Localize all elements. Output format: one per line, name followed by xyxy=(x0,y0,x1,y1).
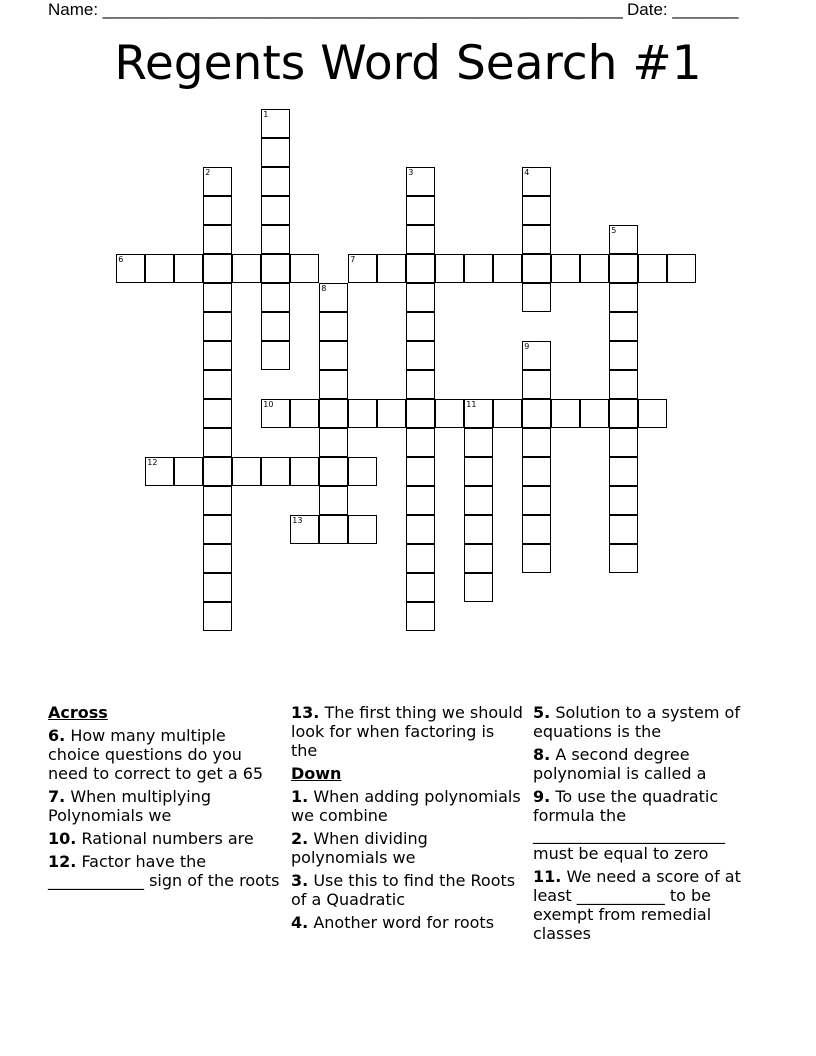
grid-cell[interactable] xyxy=(522,254,551,283)
grid-cell[interactable] xyxy=(464,573,493,602)
grid-cell[interactable] xyxy=(261,254,290,283)
grid-cell[interactable] xyxy=(406,312,435,341)
grid-cell[interactable] xyxy=(406,428,435,457)
grid-cell[interactable] xyxy=(348,254,377,283)
grid-cell[interactable] xyxy=(609,428,638,457)
clue-down-11: 11. We need a score of at least ___________ to be exempt from remedial classes xyxy=(533,867,741,943)
grid-cell[interactable] xyxy=(406,515,435,544)
grid-cell[interactable] xyxy=(377,254,406,283)
grid-cell[interactable] xyxy=(522,457,551,486)
grid-cell[interactable] xyxy=(522,428,551,457)
page-title: Regents Word Search #1 xyxy=(114,36,702,91)
grid-cell[interactable] xyxy=(203,370,232,399)
grid-cell[interactable] xyxy=(261,109,290,138)
clues-column-2 xyxy=(291,703,523,936)
grid-cell[interactable] xyxy=(174,457,203,486)
grid-cell[interactable] xyxy=(609,254,638,283)
grid-cell[interactable] xyxy=(609,515,638,544)
grid-cell[interactable] xyxy=(638,399,667,428)
grid-cell[interactable] xyxy=(406,544,435,573)
grid-cell[interactable] xyxy=(522,341,551,370)
grid-cell[interactable] xyxy=(203,544,232,573)
grid-cell[interactable] xyxy=(290,254,319,283)
grid-cell[interactable] xyxy=(464,457,493,486)
grid-cell[interactable] xyxy=(261,457,290,486)
grid-cell[interactable] xyxy=(261,312,290,341)
grid-cell[interactable] xyxy=(232,457,261,486)
clue-down-9: 9. To use the quadratic formula the ________________________ must be equal to zero xyxy=(533,787,725,863)
cell-number: 13 xyxy=(292,516,303,526)
grid-cell[interactable] xyxy=(464,486,493,515)
grid-cell[interactable] xyxy=(290,399,319,428)
grid-cell[interactable] xyxy=(290,457,319,486)
cell-number: 7 xyxy=(350,255,356,265)
grid-cell[interactable] xyxy=(609,370,638,399)
grid-cell[interactable] xyxy=(203,399,232,428)
clue-across-13: 13. The first thing we should look for when factoring is the xyxy=(291,703,523,760)
grid-cell[interactable] xyxy=(319,283,348,312)
grid-cell[interactable] xyxy=(261,196,290,225)
grid-cell[interactable] xyxy=(232,254,261,283)
grid-cell[interactable] xyxy=(261,138,290,167)
grid-cell[interactable] xyxy=(261,341,290,370)
clues-column-3 xyxy=(533,703,769,947)
cell-number: 8 xyxy=(321,284,327,294)
grid-cell[interactable] xyxy=(406,486,435,515)
grid-cell[interactable] xyxy=(406,399,435,428)
grid-cell[interactable] xyxy=(406,254,435,283)
grid-cell[interactable] xyxy=(116,254,145,283)
grid-cell[interactable] xyxy=(406,167,435,196)
grid-cell[interactable] xyxy=(406,225,435,254)
cell-number: 9 xyxy=(524,342,530,352)
grid-cell[interactable] xyxy=(203,515,232,544)
grid-cell[interactable] xyxy=(145,457,174,486)
cell-number: 12 xyxy=(147,458,158,468)
cell-number: 6 xyxy=(118,255,124,265)
grid-cell[interactable] xyxy=(464,544,493,573)
grid-cell[interactable] xyxy=(609,457,638,486)
grid-cell[interactable] xyxy=(580,399,609,428)
grid-cell[interactable] xyxy=(406,370,435,399)
clue-down-5: 5. Solution to a system of equations is the xyxy=(533,703,740,741)
grid-cell[interactable] xyxy=(406,196,435,225)
across-heading: Across xyxy=(48,703,108,722)
grid-cell[interactable] xyxy=(609,225,638,254)
grid-cell[interactable] xyxy=(406,283,435,312)
cell-number: 3 xyxy=(408,168,414,178)
grid-cell[interactable] xyxy=(174,254,203,283)
grid-cell[interactable] xyxy=(522,515,551,544)
grid-cell[interactable] xyxy=(203,486,232,515)
grid-cell[interactable] xyxy=(203,312,232,341)
grid-cell[interactable] xyxy=(203,167,232,196)
clue-across-6: 6. How many multiple choice questions do you need to correct to get a 65 xyxy=(48,726,264,783)
grid-cell[interactable] xyxy=(203,283,232,312)
grid-cell[interactable] xyxy=(522,167,551,196)
cell-number: 4 xyxy=(524,168,530,178)
grid-cell[interactable] xyxy=(319,515,348,544)
grid-cell[interactable] xyxy=(493,399,522,428)
grid-cell[interactable] xyxy=(203,428,232,457)
grid-cell[interactable] xyxy=(522,225,551,254)
grid-cell[interactable] xyxy=(290,515,319,544)
grid-cell[interactable] xyxy=(319,486,348,515)
grid-cell[interactable] xyxy=(609,399,638,428)
grid-cell[interactable] xyxy=(145,254,174,283)
grid-cell[interactable] xyxy=(580,254,609,283)
clues-column-1 xyxy=(48,703,280,894)
grid-cell[interactable] xyxy=(261,399,290,428)
grid-cell[interactable] xyxy=(493,254,522,283)
grid-cell[interactable] xyxy=(435,254,464,283)
grid-cell[interactable] xyxy=(522,544,551,573)
grid-cell[interactable] xyxy=(406,602,435,631)
clue-down-3: 3. Use this to find the Roots of a Quadratic xyxy=(291,871,516,909)
grid-cell[interactable] xyxy=(319,341,348,370)
grid-cell[interactable] xyxy=(319,399,348,428)
clue-down-4: 4. Another word for roots xyxy=(291,913,495,932)
grid-cell[interactable] xyxy=(319,370,348,399)
grid-cell[interactable] xyxy=(406,341,435,370)
grid-cell[interactable] xyxy=(203,457,232,486)
grid-cell[interactable] xyxy=(522,370,551,399)
grid-cell[interactable] xyxy=(551,399,580,428)
grid-cell[interactable] xyxy=(522,283,551,312)
grid-cell[interactable] xyxy=(203,225,232,254)
grid-cell[interactable] xyxy=(609,486,638,515)
name-field[interactable]: Name: _______________________________________________________ xyxy=(48,0,623,19)
grid-cell[interactable] xyxy=(319,457,348,486)
grid-cell[interactable] xyxy=(522,196,551,225)
clue-across-7: 7. When multiplying Polynomials we xyxy=(48,787,212,825)
grid-cell[interactable] xyxy=(464,399,493,428)
grid-cell[interactable] xyxy=(667,254,696,283)
grid-cell[interactable] xyxy=(261,167,290,196)
grid-cell[interactable] xyxy=(377,399,406,428)
grid-cell[interactable] xyxy=(319,428,348,457)
cell-number: 11 xyxy=(466,400,477,410)
grid-cell[interactable] xyxy=(609,341,638,370)
grid-cell[interactable] xyxy=(464,428,493,457)
grid-cell[interactable] xyxy=(203,341,232,370)
grid-cell[interactable] xyxy=(348,515,377,544)
clue-across-12: 12. Factor have the ____________ sign of the roots xyxy=(48,852,280,890)
grid-cell[interactable] xyxy=(464,515,493,544)
clue-across-10: 10. Rational numbers are xyxy=(48,829,254,848)
grid-cell[interactable] xyxy=(464,254,493,283)
grid-cell[interactable] xyxy=(348,399,377,428)
grid-cell[interactable] xyxy=(406,457,435,486)
grid-cell[interactable] xyxy=(406,573,435,602)
grid-cell[interactable] xyxy=(203,602,232,631)
grid-cell[interactable] xyxy=(522,399,551,428)
clue-down-1: 1. When adding polynomials we combine xyxy=(291,787,521,825)
down-heading: Down xyxy=(291,764,342,783)
clue-down-2: 2. When dividing polynomials we xyxy=(291,829,428,867)
cell-number: 10 xyxy=(263,400,274,410)
grid-cell[interactable] xyxy=(609,283,638,312)
grid-cell[interactable] xyxy=(609,312,638,341)
grid-cell[interactable] xyxy=(261,225,290,254)
grid-cell[interactable] xyxy=(348,457,377,486)
clue-down-8: 8. A second degree polynomial is called a xyxy=(533,745,707,783)
grid-cell[interactable] xyxy=(261,283,290,312)
grid-cell[interactable] xyxy=(609,544,638,573)
cell-number: 2 xyxy=(205,168,211,178)
cell-number: 5 xyxy=(611,226,617,236)
grid-cell[interactable] xyxy=(319,312,348,341)
grid-cell[interactable] xyxy=(203,254,232,283)
grid-cell[interactable] xyxy=(551,254,580,283)
cell-number: 1 xyxy=(263,110,269,120)
grid-cell[interactable] xyxy=(203,196,232,225)
grid-cell[interactable] xyxy=(522,486,551,515)
grid-cell[interactable] xyxy=(435,399,464,428)
grid-cell[interactable] xyxy=(203,573,232,602)
date-field[interactable]: Date: _______ xyxy=(627,0,739,19)
grid-cell[interactable] xyxy=(638,254,667,283)
